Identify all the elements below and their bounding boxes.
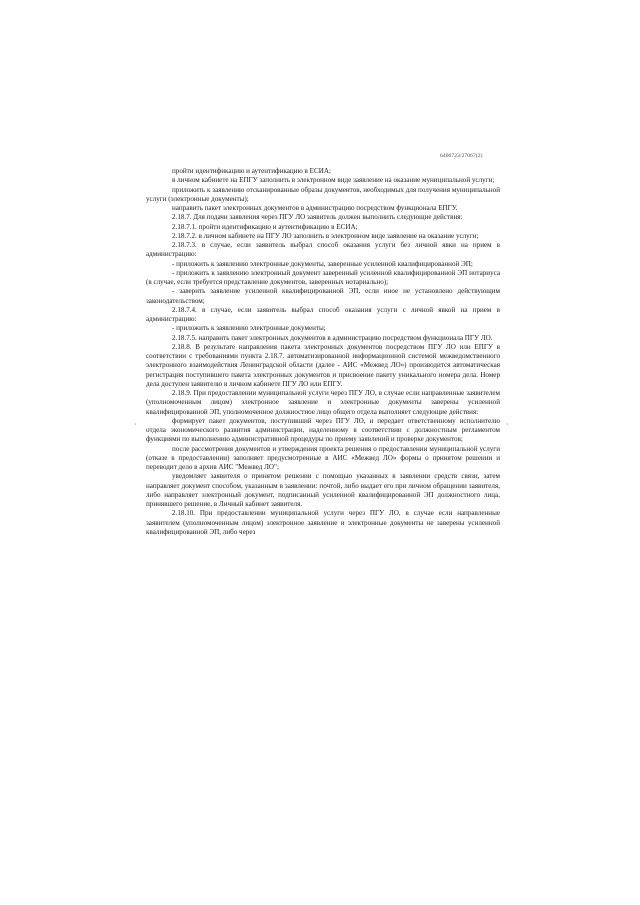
paragraph: 2.18.7.5. направить пакет электронных документов в администрацию посредством функционала ПГУ ЛО. bbox=[172, 333, 493, 342]
paragraph: 2.18.7.2. в личном кабинете на ПГУ ЛО заполнить в электронном виде заявление на оказание услуги; bbox=[172, 231, 479, 240]
paragraph: уведомляет заявителя о принятом решении с помощью указанных в заявлении средств связи, затем направляет документ способом, указанным в заявлении: почтой, либо выдает его при личном обращении заявителя, либо направляет электронный документ, подписанный усиленной квалифицированной ЭП должностного лица, принявшего решение, в Личный кабинет заявителя. bbox=[146, 472, 500, 508]
paragraph: 2.18.7.1. пройти идентификацию и аутентификацию в ЕСИА; bbox=[172, 222, 358, 231]
paragraph: приложить к заявлению отсканированные образы документов, необходимых для получения муниципальной услуги (электронные документы); bbox=[146, 185, 500, 203]
paragraph: 2.18.7.3. в случае, если заявитель выбрал способ оказания услуги без личной явки на прием в администрацию: bbox=[146, 241, 500, 259]
paragraph: - приложить к заявлению электронные документы; bbox=[172, 324, 326, 333]
paragraph: направить пакет электронных документов в администрацию посредством функционала ЕПГУ. bbox=[172, 204, 458, 212]
paragraph: 2.18.8. В результате направления пакета электронных документов посредством ПГУ ЛО или ЕПГУ в соответствии с требованиями пункта 2.18.7. автоматизированной информационной системой межведомственного электронного взаимодействия Ленинградской области (далее - АИС «Межвед ЛО») производится автоматическая регистрация поступившего пакета электронных документов и присвоение пакету уникального номера дела. Номер дела доступен заявителю в личном кабинете ПГУ ЛО или ЕПГУ. bbox=[146, 342, 500, 388]
scan-speck: · bbox=[506, 420, 509, 429]
paragraph: 2.18.7. Для подачи заявления через ПГУ ЛО заявитель должен выполнить следующие действия: bbox=[172, 213, 463, 222]
paragraph: после рассмотрения документов и утверждения проекта решения о предоставлении муниципальной услуги (отказе в предоставлении) заполняет предусмотренные в АИС «Межвед ЛО» формы о принятом решении и переводит дело в архив АИС "Межвед ЛО"; bbox=[146, 444, 500, 471]
document-id: 6406723/27067(2) bbox=[440, 153, 483, 159]
paragraph: 2.18.7.4. в случае, если заявитель выбрал способ оказания услуги с личной явкой на прием в администрацию: bbox=[146, 305, 500, 323]
paragraph: в личном кабинете на ЕПГУ заполнить в электронном виде заявление на оказание муниципальной услуги; bbox=[172, 176, 495, 185]
paragraph: формирует пакет документов, поступивший через ПГУ ЛО, и передает ответственному исполнителю отдела экономического развития администрации, наделенному в соответствии с должностным регламентом функциями по выполнению административной процедуры по приему заявлений и проверке документов; bbox=[146, 416, 500, 444]
paragraph: 2.18.9. При предоставлении муниципальной услуги через ПГУ ЛО, в случае если направленные заявителем (уполномоченным лицом) электронное заявление и электронные документы заверены усиленной квалифицированной ЭП, уполномоченное должностное лицо общего отдела выполняет следующие действия: bbox=[146, 389, 500, 416]
document-body bbox=[146, 167, 500, 537]
scan-speck: · bbox=[134, 420, 137, 429]
paragraph: 2.18.10. При предоставлении муниципальной услуги через ПГУ ЛО, в случае если направленные заявителем (уполномоченным лицом) электронное заявление и электронные документы не заверены усиленной квалифицированной ЭП, либо через bbox=[146, 509, 500, 536]
paragraph: - приложить к заявлению электронные документы, заверенные усиленной квалифицированной ЭП; bbox=[172, 259, 473, 268]
paragraph: пройти идентификацию и аутентификацию в ЕСИА; bbox=[172, 167, 331, 175]
paragraph: - заверить заявление усиленной квалифицированной ЭП, если иное не установлено действующим законодательством; bbox=[146, 287, 500, 305]
paragraph: - приложить к заявлению электронный документ заверенный усиленной квалифицированной ЭП нотариуса (в случае, если требуется представление документов, заверенных нотариально); bbox=[146, 268, 500, 286]
